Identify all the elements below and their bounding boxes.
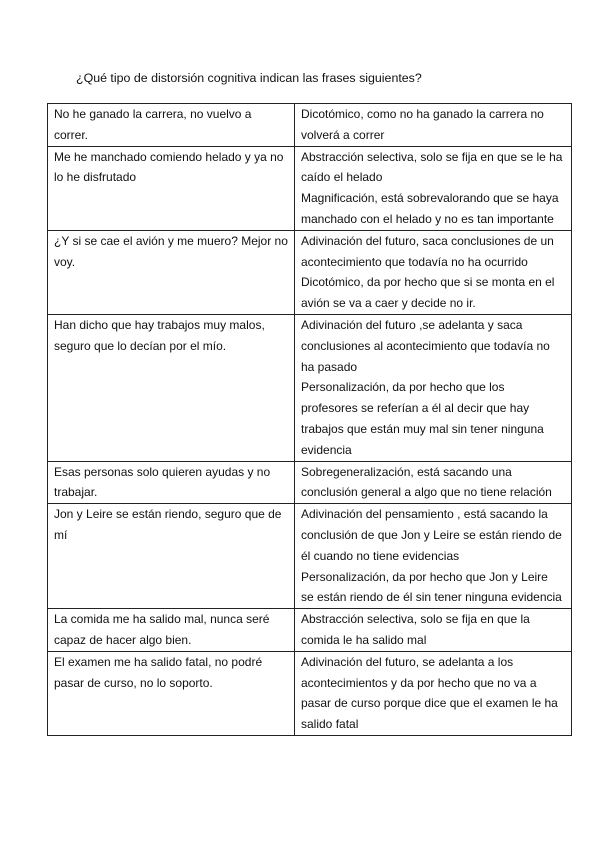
table-row bbox=[48, 230, 572, 314]
phrase-cell-line: No he ganado la carrera, no vuelvo a bbox=[54, 107, 252, 121]
phrase-cell-line: trabajar. bbox=[54, 485, 98, 500]
distortion-cell-line: salido fatal bbox=[301, 717, 359, 732]
distortion-cell-line: Adivinación del pensamiento , está sacando la bbox=[301, 507, 548, 522]
phrase-cell-line: El examen me ha salido fatal, no podré bbox=[54, 654, 263, 669]
distortions-table bbox=[47, 103, 572, 736]
distortion-cell-line: Dicotómico, como no ha ganado la carrera no bbox=[301, 107, 544, 121]
distortion-cell bbox=[295, 146, 572, 230]
distortion-cell-line: Personalización, da por hecho que los bbox=[301, 380, 505, 395]
distortion-cell-line: avión se va a caer y decide no ir. bbox=[301, 296, 476, 311]
distortion-cell-line: Abstracción selectiva, solo se fija en que la bbox=[301, 612, 530, 627]
distortion-cell-line: comida le ha salido mal bbox=[301, 632, 427, 647]
phrase-cell-line: seguro que lo decían por el mío. bbox=[54, 338, 227, 353]
phrase-cell-line: La comida me ha salido mal, nunca seré bbox=[54, 612, 270, 627]
distortion-cell-line: Adivinación del futuro, saca conclusiones de un bbox=[301, 233, 554, 248]
distortion-cell-line: pasar de curso porque dice que el examen le ha bbox=[301, 696, 558, 711]
distortion-cell-line: se están riendo de él sin tener ninguna evidencia bbox=[301, 590, 562, 605]
phrase-cell bbox=[48, 314, 295, 461]
distortion-cell-line: evidencia bbox=[301, 442, 352, 457]
phrase-cell-line: correr. bbox=[54, 127, 89, 142]
distortion-cell bbox=[295, 461, 572, 504]
table-row bbox=[48, 104, 572, 147]
distortion-cell-line: Adivinación del futuro, se adelanta a los bbox=[301, 654, 514, 669]
distortion-cell-line: volverá a correr bbox=[301, 127, 385, 142]
distortion-cell-line: él cuando no tiene evidencias bbox=[301, 548, 460, 563]
distortion-cell-line: trabajos que están muy mal sin tener ninguna bbox=[301, 421, 544, 436]
phrase-cell bbox=[48, 504, 295, 609]
phrase-cell bbox=[48, 230, 295, 314]
distortion-cell-line: Personalización, da por hecho que Jon y Leire bbox=[301, 569, 548, 584]
distortion-cell bbox=[295, 314, 572, 461]
phrase-cell-line: pasar de curso, no lo soporto. bbox=[54, 675, 213, 690]
phrase-cell-line: Esas personas solo quieren ayudas y no bbox=[54, 464, 271, 479]
distortion-cell-line: caído el helado bbox=[301, 170, 383, 185]
table-row bbox=[48, 651, 572, 735]
distortion-cell-line: ha pasado bbox=[301, 359, 358, 374]
distortion-cell-line: conclusión general a algo que no tiene relación bbox=[301, 485, 552, 500]
phrase-cell-line: mí bbox=[54, 527, 68, 542]
distortion-cell-line: acontecimientos y da por hecho que no va a bbox=[301, 675, 537, 690]
table-row bbox=[48, 504, 572, 609]
phrase-cell-line: Jon y Leire se están riendo, seguro que de bbox=[54, 507, 282, 522]
phrase-cell-line: ¿Y si se cae el avión y me muero? Mejor no bbox=[54, 233, 288, 248]
distortion-cell-line: Sobregeneralización, está sacando una bbox=[301, 464, 512, 479]
distortion-cell bbox=[295, 651, 572, 735]
distortion-cell-line: profesores se referían a él al decir que hay bbox=[301, 401, 530, 416]
distortion-cell-line: conclusión de que Jon y Leire se están riendo de bbox=[301, 527, 562, 542]
distortion-cell-line: manchado con el helado y no es tan importante bbox=[301, 211, 554, 226]
distortion-cell bbox=[295, 104, 572, 147]
distortion-cell bbox=[295, 504, 572, 609]
table-row bbox=[48, 314, 572, 461]
phrase-cell-line: lo he disfrutado bbox=[54, 170, 137, 185]
phrase-cell-line: Han dicho que hay trabajos muy malos, bbox=[54, 317, 265, 332]
question-heading: ¿Qué tipo de distorsión cognitiva indican las frases siguientes? bbox=[76, 71, 422, 85]
distortion-cell-line: acontecimiento que todavía no ha ocurrido bbox=[301, 254, 528, 269]
distortion-cell bbox=[295, 609, 572, 652]
distortion-cell-line: Dicotómico, da por hecho que si se monta en el bbox=[301, 275, 555, 290]
phrase-cell bbox=[48, 461, 295, 504]
distortion-cell bbox=[295, 230, 572, 314]
distortion-cell-line: conclusiones al acontecimiento que todavía no bbox=[301, 338, 550, 353]
table-body bbox=[48, 104, 572, 736]
table-row bbox=[48, 461, 572, 504]
table-row bbox=[48, 609, 572, 652]
phrase-cell-line: capaz de hacer algo bien. bbox=[54, 632, 192, 647]
distortion-cell-line: Adivinación del futuro ,se adelanta y saca bbox=[301, 317, 523, 332]
phrase-cell bbox=[48, 146, 295, 230]
phrase-cell bbox=[48, 609, 295, 652]
table-row bbox=[48, 146, 572, 230]
phrase-cell bbox=[48, 104, 295, 147]
distortion-cell-line: Abstracción selectiva, solo se fija en que se le ha bbox=[301, 149, 563, 164]
phrase-cell-line: voy. bbox=[54, 254, 76, 269]
phrase-cell-line: Me he manchado comiendo helado y ya no bbox=[54, 149, 284, 164]
phrase-cell bbox=[48, 651, 295, 735]
distortion-cell-line: Magnificación, está sobrevalorando que se haya bbox=[301, 191, 559, 206]
